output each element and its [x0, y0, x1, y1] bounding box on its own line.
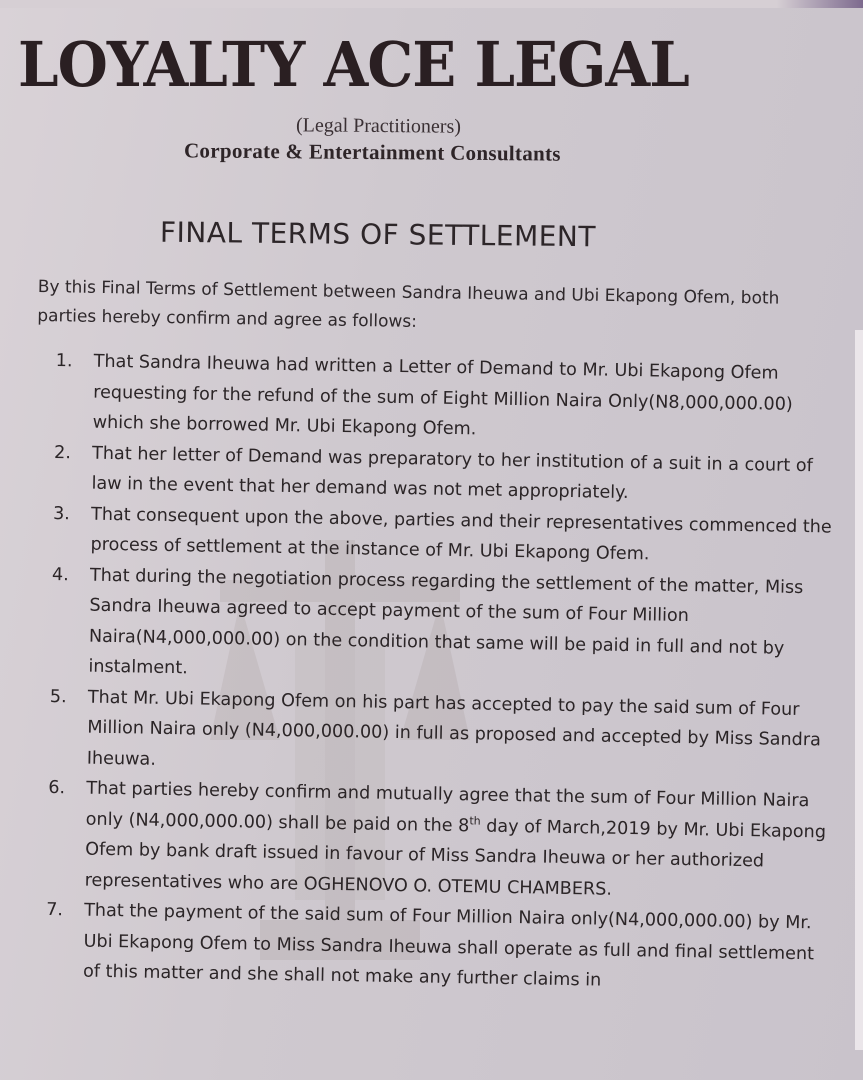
ordinal-superscript: th: [469, 813, 481, 828]
clause-number: 7.: [45, 899, 64, 921]
screen-edge: [855, 330, 863, 1050]
document-title: FINAL TERMS OF SETTLEMENT: [159, 215, 597, 254]
clause-text: That the payment of the said sum of Four Million Naira only(N4,000,000.00) by Mr. Ubi Ekapong Ofem to Miss Sandra Iheuwa shall operate as full and final settlement of this matter and she shall not make any further claims in: [82, 900, 815, 991]
clause-7: [45, 895, 836, 1000]
top-edge: [0, 0, 863, 8]
clause-4: [50, 559, 842, 695]
clause-list: [45, 346, 846, 1000]
clause-text: That her letter of Demand was preparatory to her institution of a suit in a court of law in the event that her demand was not met appropriately.: [91, 443, 814, 504]
clause-text-after: day of March,2019 by Mr. Ubi Ekapong Ofem by bank draft issued in favour of Miss Sandra Iheuwa or her authorized representatives who are OGHENOVO O. OTEMU CHAMBERS.: [84, 815, 827, 900]
clause-number: 2.: [53, 442, 72, 463]
clause-number: 5.: [49, 686, 67, 707]
firm-subtitle: (Legal Practitioners): [295, 114, 462, 138]
firm-tagline: Corporate & Entertainment Consultants: [183, 138, 561, 166]
clause-text: That Mr. Ubi Ekapong Ofem on his part has accepted to pay the said sum of Four Million Naira only (N4,000,000.00) in full as proposed and accepted by Miss Sandra Iheuwa.: [86, 687, 821, 770]
firm-name: LOYALTY ACE LEGAL: [18, 28, 689, 101]
intro-paragraph: By this Final Terms of Settlement between Sandra Iheuwa and Ubi Ekapong Ofem, both parties hereby confirm and agree as follows:: [37, 276, 780, 332]
clause-number: 4.: [51, 564, 69, 585]
clause-text: That Sandra Iheuwa had written a Letter of Demand to Mr. Ubi Ekapong Ofem requesting for the refund of the sum of Eight Million Naira Only(N8,000,000.00) which she borrowed Mr. Ubi Ekapong Ofem.: [92, 351, 793, 440]
clause-text: That during the negotiation process regarding the settlement of the matter, Miss Sandra Iheuwa agreed to accept payment of the sum of Four Million Naira(N4,000,000.00) on the condition that same will be paid in full and not by instalment.: [88, 565, 804, 679]
clause-number: 1.: [55, 350, 73, 372]
clause-text: That consequent upon the above, parties and their representatives commenced the process of settlement at the instance of Mr. Ubi Ekapong Ofem.: [90, 504, 832, 565]
clause-1: [54, 346, 845, 451]
clause-5: [49, 681, 840, 786]
clause-number: 3.: [52, 503, 71, 524]
clause-text-before: That parties hereby confirm and mutually agree that the sum of Four Million Naira only (N4,000,000.00) shall be paid on the 8: [85, 778, 810, 836]
clause-6: [46, 773, 838, 909]
clause-number: 6.: [48, 777, 66, 799]
